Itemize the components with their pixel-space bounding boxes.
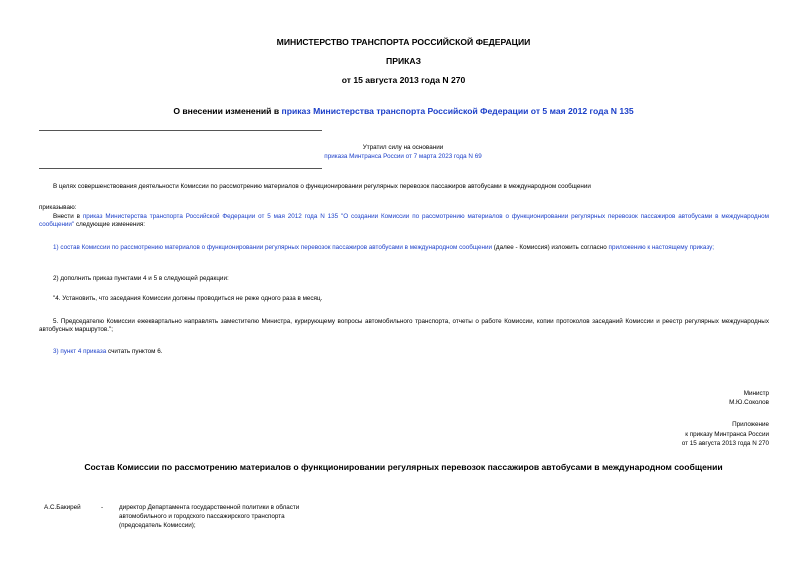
ministry-heading: МИНИСТЕРСТВО ТРАНСПОРТА РОССИЙСКОЙ ФЕДЕРАЦИИ [276,37,531,47]
item1-composition-link[interactable]: 1) состав Комиссии по рассмотрению материалов о функционировании регулярных перевозок пассажиров автобусами в международном сообщении [53,244,493,251]
appendix-date: от 15 августа 2013 года N 270 [681,440,769,447]
doc-date-number: от 15 августа 2013 года N 270 [341,75,466,85]
p1-start: Внести в [53,213,83,220]
appendix-label: Приложение [732,421,769,428]
item3-point-link[interactable]: 3) пункт 4 приказа [53,348,107,355]
member-name: А.С.Бакирей [44,504,81,511]
member-dash: - [101,504,104,511]
appendix-to: к приказу Минтранса России [685,431,769,438]
quote-point-5: 5. Председателю Комиссии ежеквартально направлять заместителю Министра, курирующему вопросы автомобильного транспорта, отчеты о работе Комиссии, копии протоколов заседаний Комиссии и реестр регулярных международных автобусных маршрутов."; [39,318,769,333]
document-title [0,106,807,116]
item-1 [39,244,769,252]
item-3 [53,348,769,356]
quote-point-4: "4. Установить, что заседания Комиссии должны проводиться не реже одного раза в месяц. [53,295,323,302]
doc-type-heading: ПРИКАЗ [386,56,421,66]
member-role-line-2: автомобильного и городского пассажирского транспорта [119,513,285,520]
intro-paragraph: В целях совершенствования деятельности Комиссии по рассмотрению материалов о функционировании регулярных перевозок пассажиров автобусами в международном сообщении [53,183,591,190]
paragraph-amend [39,213,769,229]
p1-end: следующие изменения: [74,221,146,228]
member-role-line-1: директор Департамента государственной политики в области [119,504,300,511]
amended-order-link[interactable]: приказ Министерства транспорта Российской Федерации от 5 мая 2012 года N 135 "О создании Комиссии по рассмотрению материалов о функционировании регулярных перевозок пассажиров автобусами в международном сообщении" [39,213,770,228]
title-order-link[interactable]: приказ Министерства транспорта Российской Федерации от 5 мая 2012 года N 135 [281,106,634,116]
appendix-title: Состав Комиссии по рассмотрению материалов о функционировании регулярных перевозок пассажиров автобусами в международном сообщении [84,462,723,472]
signatory-position: Министр [743,390,769,397]
order-word: приказываю: [39,204,77,211]
divider-top [39,130,322,131]
status-repeal-link[interactable]: приказа Минтранса России от 7 марта 2023 года N 69 [324,153,482,160]
signatory-name: М.Ю.Соколов [729,399,769,406]
item-2: 2) дополнить приказ пунктами 4 и 5 в следующей редакции: [53,275,229,282]
title-prefix: О внесении изменений в [173,106,282,116]
divider-bottom [39,168,322,169]
item3-end: считать пунктом 6. [106,348,163,355]
item1-appendix-link[interactable]: приложению к настоящему приказу; [608,244,715,251]
member-role-line-3: (председатель Комиссии); [119,522,196,529]
item1-mid: (далее - Комиссия) изложить согласно [492,244,609,251]
status-text: Утратил силу на основании [362,144,444,151]
